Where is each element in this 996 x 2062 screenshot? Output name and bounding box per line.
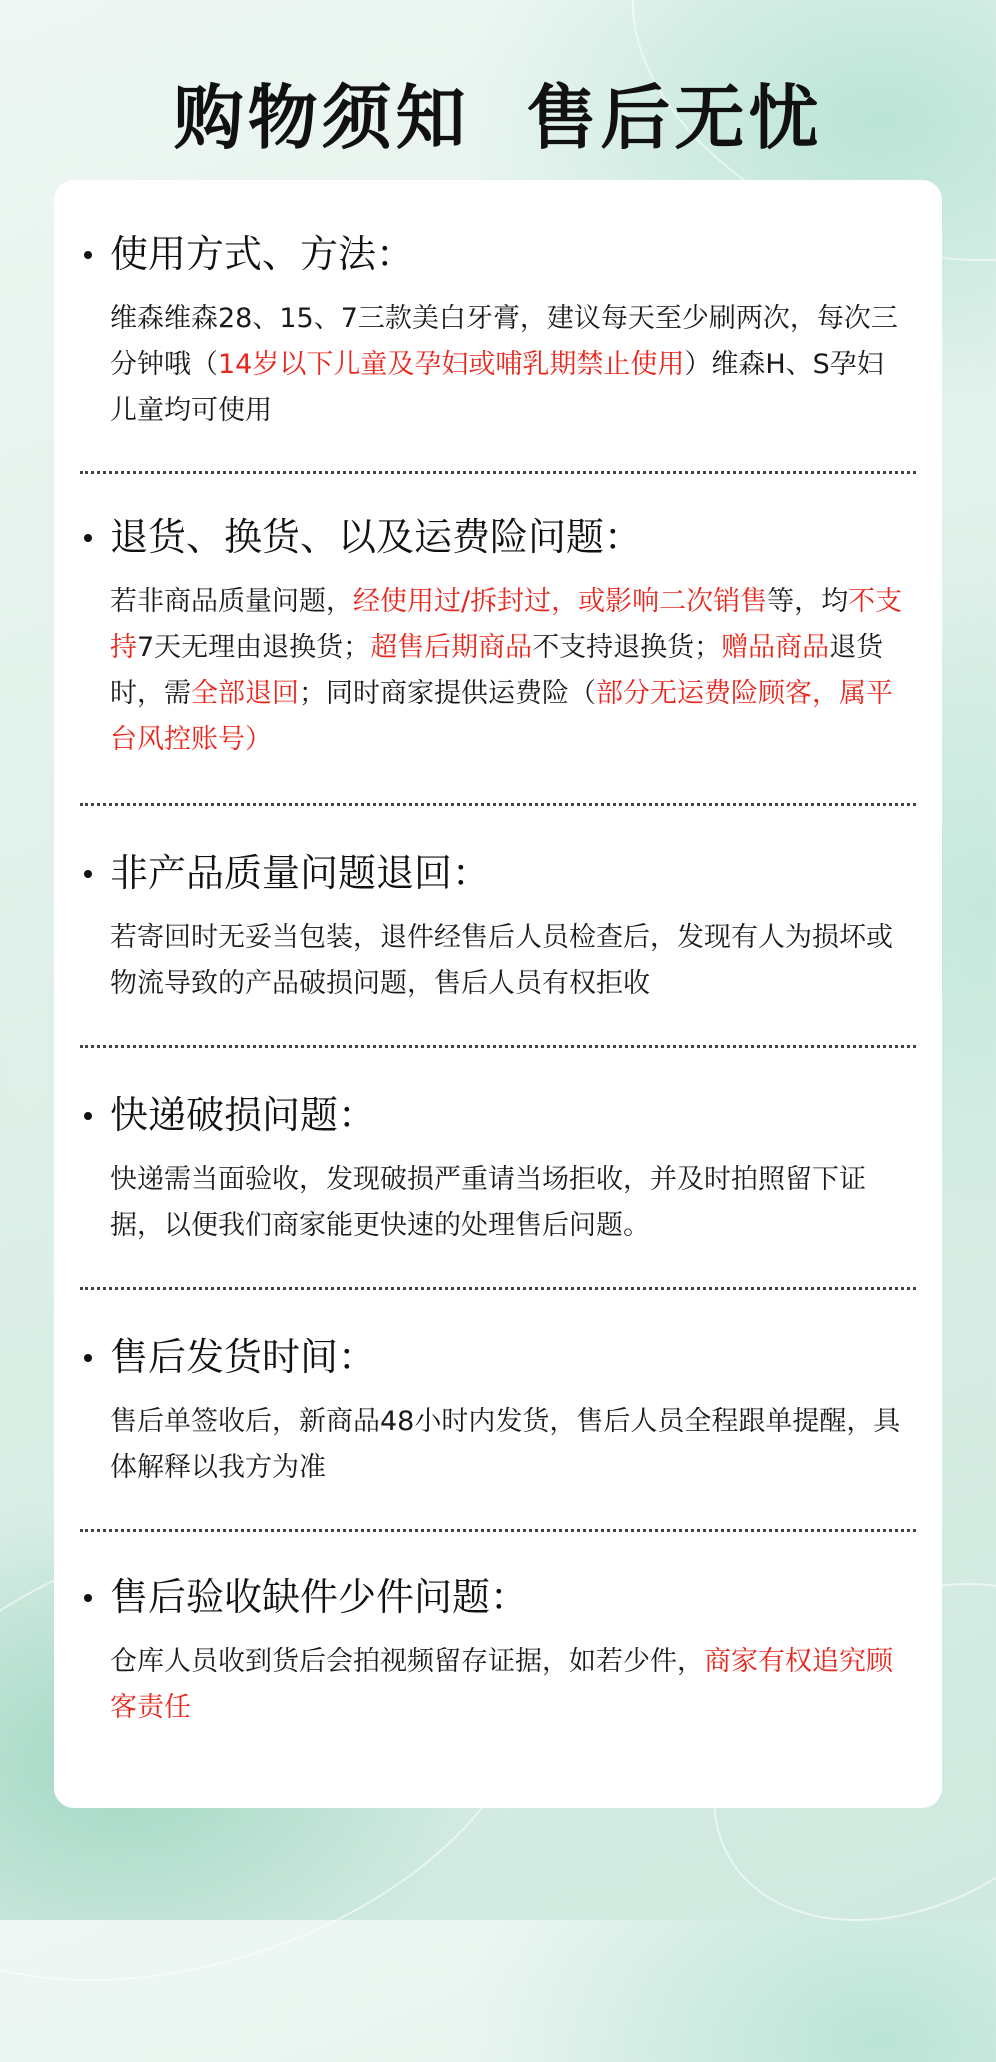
section-title: 售后发货时间：	[80, 1333, 916, 1381]
section-body: 若寄回时无妥当包装，退件经售后人员检查后，发现有人为损坏或物流导致的产品破损问题，售后人员有权拒收	[110, 922, 893, 999]
section-body: 仓库人员收到货后会拍视频留存证据，如若少件，商家有权追究顾客责任	[110, 1646, 893, 1723]
page-title: 购物须知 售后无忧	[173, 77, 823, 159]
section-title: 非产品质量问题退回：	[80, 849, 916, 897]
section-usage	[80, 230, 916, 434]
bullet-icon	[84, 534, 92, 542]
section-body: 售后单签收后，新商品48小时内发货，售后人员全程跟单提醒，具体解释以我方为准	[110, 1406, 901, 1483]
section-title: 使用方式、方法：	[80, 230, 916, 278]
bullet-icon	[84, 251, 92, 259]
section-shipping-time	[80, 1333, 916, 1491]
notice-card	[54, 180, 942, 1808]
section-title: 快递破损问题：	[80, 1091, 916, 1139]
section-body: 维森维森28、15、7三款美白牙膏，建议每天至少刷两次，每次三分钟哦（14岁以下儿童及孕妇或哺乳期禁止使用）维森H、S孕妇儿童均可使用	[110, 303, 898, 426]
dotted-divider	[80, 471, 916, 474]
dotted-divider	[80, 803, 916, 806]
section-returns	[80, 513, 916, 763]
section-delivery-damage	[80, 1091, 916, 1249]
section-title: 售后验收缺件少件问题：	[80, 1573, 916, 1621]
bullet-icon	[84, 1354, 92, 1362]
bullet-icon	[84, 870, 92, 878]
bullet-icon	[84, 1112, 92, 1120]
section-title: 退货、换货、以及运费险问题：	[80, 513, 916, 561]
section-body: 若非商品质量问题，经使用过/拆封过，或影响二次销售等，均不支持7天无理由退换货；超售后期商品不支持退换货；赠品商品退货时，需全部退回；同时商家提供运费险（部分无运费险顾客，属平台风控账号）	[110, 586, 903, 755]
section-body: 快递需当面验收，发现破损严重请当场拒收，并及时拍照留下证据，以便我们商家能更快速的处理售后问题。	[110, 1164, 866, 1241]
dotted-divider	[80, 1287, 916, 1290]
bullet-icon	[84, 1594, 92, 1602]
section-missing-items	[80, 1573, 916, 1731]
dotted-divider	[80, 1045, 916, 1048]
section-non-quality-returns	[80, 849, 916, 1007]
dotted-divider	[80, 1529, 916, 1532]
